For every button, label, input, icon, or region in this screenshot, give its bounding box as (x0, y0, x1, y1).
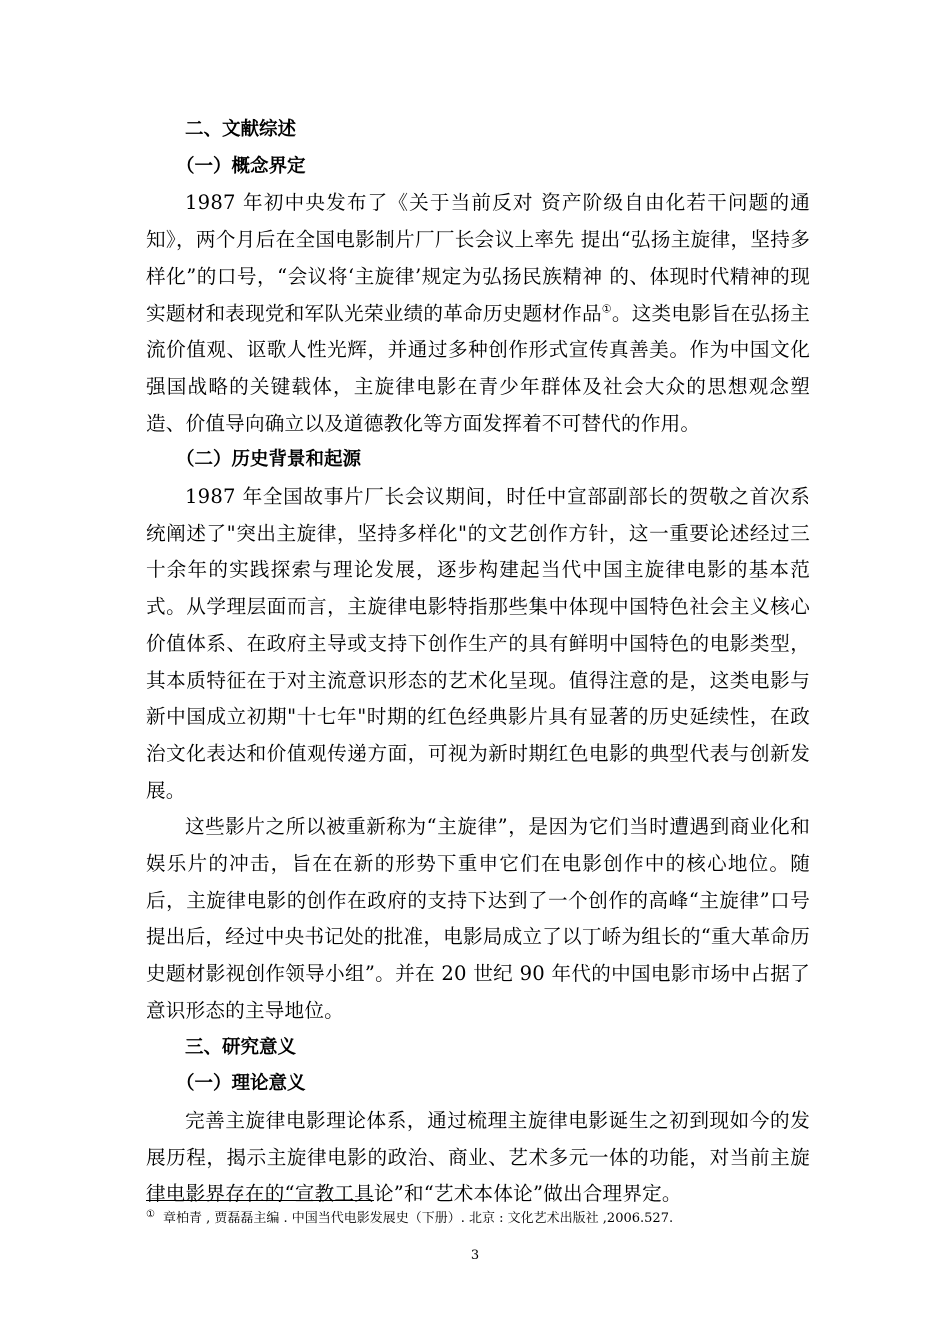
paragraph-text: 1987 年初中央发布了《关于当前反对 资产阶级自由化若干问题的通知》，两个月后在全国电影制片厂厂长会议上率先 提出“弘扬主旋律，坚持多样化”的口号，“会议将‘主旋律’规定为弘扬民族精神 的、体现时代精神的现实题材和表现党和军队光荣业绩的革命历史题材作品 (146, 191, 810, 325)
footnote-divider (146, 1200, 374, 1201)
subsection-heading-concept-definition: （一）概念界定 (176, 155, 306, 177)
subsection-heading-historical-background: （二）历史背景和起源 (176, 449, 362, 471)
paragraph-historical-background-1: 1987 年全国故事片厂长会议期间，时任中宣部副部长的贺敬之首次系统阐述了"突出主旋律，坚持多样化"的文艺创作方针，这一重要论述经过三十余年的实践探索与理论发展，逐步构建起当代中国主旋律电影的基本范式。从学理层面而言，主旋律电影特指那些集中体现中国特色社会主义核心价值体系、在政府主导或支持下创作生产的具有鲜明中国特色的电影类型，其本质特征在于对主流意识形态的艺术化呈现。值得注意的是，这类电影与新中国成立初期"十七年"时期的红色经典影片具有显著的历史延续性，在政治文化表达和价值观传递方面，可视为新时期红色电影的典型代表与创新发展。 (146, 485, 810, 802)
page-number: 3 (470, 1248, 480, 1263)
footnote-reference: ① (601, 301, 612, 315)
paragraph-theoretical-significance: 完善主旋律电影理论体系，通过梳理主旋律电影诞生之初到现如今的发展历程，揭示主旋律电影的政治、商业、艺术多元一体的功能，对当前主旋律电影界存在的“宣教工具论”和“艺术本体论”做出合理界定。 (146, 1108, 810, 1206)
paragraph-concept-definition (146, 185, 810, 442)
footnote-mark: ① (146, 1208, 155, 1220)
section-heading-research-significance: 三、研究意义 (185, 1036, 297, 1058)
paragraph-historical-background-2: 这些影片之所以被重新称为“主旋律”，是因为它们当时遭遇到商业化和娱乐片的冲击，旨在在新的形势下重申它们在电影创作中的核心地位。随后，主旋律电影的创作在政府的支持下达到了一个创作的高峰“主旋律”口号提出后，经过中央书记处的批准，电影局成立了以丁峤为组长的“重大革命历史题材影视创作领导小组”。并在 20 世纪 90 年代的中国电影市场中占据了意识形态的主导地位。 (146, 815, 810, 1022)
footnote-text: 章柏青 , 贾磊磊主编 . 中国当代电影发展史（下册）. 北京 : 文化艺术出版社 ,2006.527. (162, 1211, 674, 1226)
subsection-heading-theoretical-significance: （一）理论意义 (176, 1073, 306, 1095)
paragraph-text: 。这类电影旨在弘扬主流价值观、讴歌人性光辉，并通过多种创作形式宣传真善美。作为中国文化强国战略的关键载体，主旋律电影在青少年群体及社会大众的思想观念塑造、价值导向确立以及道德教化等方面发挥着不可替代的作用。 (146, 301, 811, 435)
body-text (146, 112, 810, 1213)
section-heading-literature-review: 二、文献综述 (185, 119, 297, 140)
footnote (146, 1209, 826, 1229)
